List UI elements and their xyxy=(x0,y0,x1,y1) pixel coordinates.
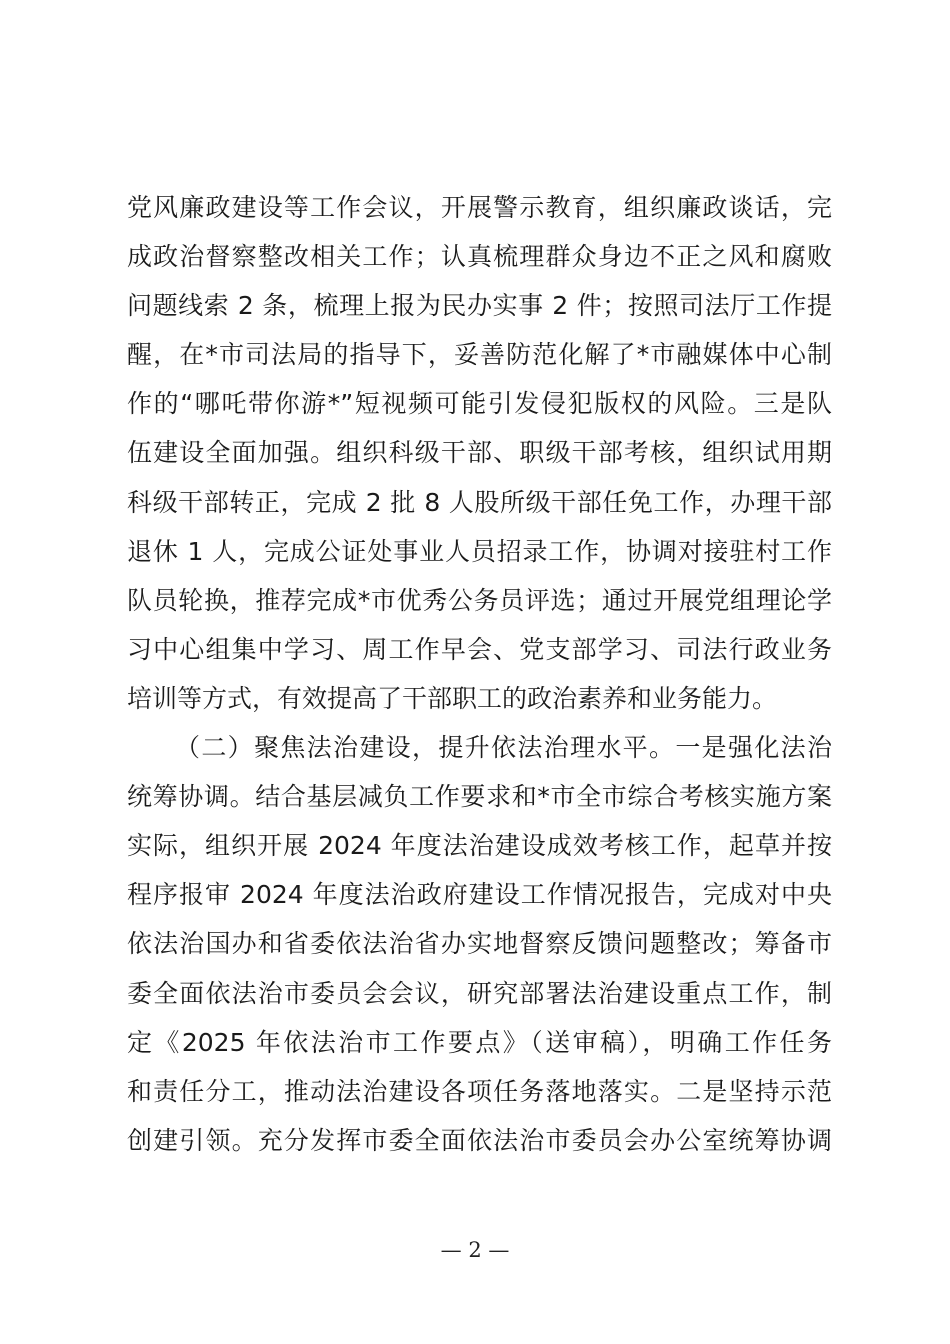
page-number: — 2 — xyxy=(440,1238,510,1262)
paragraph-rule-of-law xyxy=(127,723,832,1165)
text-line: 科级干部转正，完成 2 批 8 人股所级干部任免工作，办理干部 xyxy=(127,487,832,517)
text-line: 习中心组集中学习、周工作早会、党支部学习、司法行政业务 xyxy=(127,634,832,664)
document-body xyxy=(127,183,832,1165)
text-line: 退休 1 人，完成公证处事业人员招录工作，协调对接驻村工作 xyxy=(127,536,832,566)
section-heading-line: （二）聚焦法治建设，提升依法治理水平。一是强化法治 xyxy=(175,733,832,763)
text-line: 醒，在*市司法局的指导下，妥善防范化解了*市融媒体中心制 xyxy=(127,340,832,370)
text-line: 党风廉政建设等工作会议，开展警示教育，组织廉政谈话，完 xyxy=(127,193,832,222)
text-line: 依法治国办和省委依法治省办实地督察反馈问题整改；筹备市 xyxy=(127,929,832,959)
text-line: 问题线索 2 条，梳理上报为民办实事 2 件；按照司法厅工作提 xyxy=(127,291,832,321)
text-line: 程序报审 2024 年度法治政府建设工作情况报告，完成对中央 xyxy=(127,880,832,910)
paragraph-party-conduct xyxy=(127,183,832,723)
text-line: 实际，组织开展 2024 年度法治建设成效考核工作，起草并按 xyxy=(127,831,832,861)
text-line: 委全面依法治市委员会会议，研究部署法治建设重点工作，制 xyxy=(127,978,832,1008)
text-line: 成政治督察整改相关工作；认真梳理群众身边不正之风和腐败 xyxy=(127,242,832,272)
text-line: 统筹协调。结合基层减负工作要求和*市全市综合考核实施方案 xyxy=(127,782,832,812)
text-line: 创建引领。充分发挥市委全面依法治市委员会办公室统筹协调 xyxy=(127,1125,832,1155)
text-line: 和责任分工，推动法治建设各项任务落地落实。二是坚持示范 xyxy=(127,1076,832,1106)
text-line: 培训等方式，有效提高了干部职工的政治素养和业务能力。 xyxy=(127,683,778,713)
text-line: 定《2025 年依法治市工作要点》（送审稿），明确工作任务 xyxy=(127,1027,832,1057)
text-line: 作的“哪吒带你游*”短视频可能引发侵犯版权的风险。三是队 xyxy=(127,389,832,419)
text-line: 队员轮换，推荐完成*市优秀公务员评选；通过开展党组理论学 xyxy=(127,585,832,615)
text-line: 伍建设全面加强。组织科级干部、职级干部考核，组织试用期 xyxy=(127,438,832,468)
